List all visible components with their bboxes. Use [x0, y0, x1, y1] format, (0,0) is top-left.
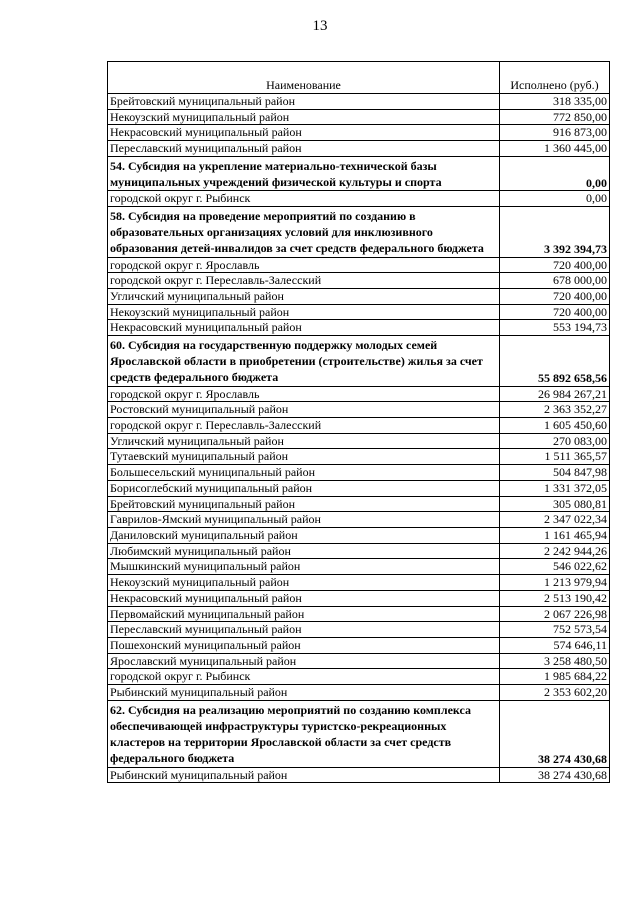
executed-amount: 1 161 465,94 [500, 527, 610, 543]
table-row [108, 685, 610, 701]
executed-amount: 752 573,54 [500, 622, 610, 638]
recipient-name: Рыбинский муниципальный район [108, 767, 500, 783]
table-row [108, 512, 610, 528]
executed-amount: 2 363 352,27 [500, 402, 610, 418]
table-row [108, 653, 610, 669]
executed-amount: 720 400,00 [500, 288, 610, 304]
executed-amount: 546 022,62 [500, 559, 610, 575]
table-row [108, 559, 610, 575]
subsidy-total: 55 892 658,56 [500, 336, 610, 387]
recipient-name: городской округ г. Рыбинск [108, 669, 500, 685]
recipient-name: Некоузский муниципальный район [108, 109, 500, 125]
table-row [108, 606, 610, 622]
table-row [108, 304, 610, 320]
table-row [108, 465, 610, 481]
table-row [108, 543, 610, 559]
executed-amount: 318 335,00 [500, 94, 610, 110]
table-row [108, 767, 610, 783]
executed-amount: 2 067 226,98 [500, 606, 610, 622]
table-row [108, 288, 610, 304]
executed-amount: 1 511 365,57 [500, 449, 610, 465]
recipient-name: Даниловский муниципальный район [108, 527, 500, 543]
executed-amount: 720 400,00 [500, 257, 610, 273]
executed-amount: 3 258 480,50 [500, 653, 610, 669]
recipient-name: Любимский муниципальный район [108, 543, 500, 559]
executed-amount: 270 083,00 [500, 433, 610, 449]
table-row [108, 257, 610, 273]
table-row [108, 622, 610, 638]
table-row [108, 125, 610, 141]
executed-amount: 504 847,98 [500, 465, 610, 481]
executed-amount: 720 400,00 [500, 304, 610, 320]
subsidy-heading-row [108, 156, 610, 190]
subsidy-title: 60. Субсидия на государственную поддержку молодых семей Ярославской области в приобретении (строительстве) жилья за счет средств федерального бюджета [108, 336, 500, 387]
column-header-name: Наименование [108, 62, 500, 94]
executed-amount: 916 873,00 [500, 125, 610, 141]
executed-amount: 2 347 022,34 [500, 512, 610, 528]
recipient-name: Первомайский муниципальный район [108, 606, 500, 622]
subsidy-title: 54. Субсидия на укрепление материально-технической базы муниципальных учреждений физической культуры и спорта [108, 156, 500, 190]
table-row [108, 575, 610, 591]
executed-amount: 2 242 944,26 [500, 543, 610, 559]
table-row [108, 273, 610, 289]
recipient-name: Некоузский муниципальный район [108, 575, 500, 591]
table-row [108, 637, 610, 653]
subsidy-heading-row [108, 700, 610, 767]
recipient-name: Ярославский муниципальный район [108, 653, 500, 669]
recipient-name: Пошехонский муниципальный район [108, 637, 500, 653]
table-row [108, 141, 610, 157]
recipient-name: городской округ г. Переславль-Залесский [108, 273, 500, 289]
table-header-row [108, 62, 610, 94]
table-row [108, 590, 610, 606]
executed-amount: 1 360 445,00 [500, 141, 610, 157]
table-row [108, 386, 610, 402]
recipient-name: Брейтовский муниципальный район [108, 496, 500, 512]
recipient-name: Переславский муниципальный район [108, 622, 500, 638]
executed-amount: 574 646,11 [500, 637, 610, 653]
table-row [108, 669, 610, 685]
subsidy-total: 38 274 430,68 [500, 700, 610, 767]
recipient-name: Угличский муниципальный район [108, 433, 500, 449]
recipient-name: городской округ г. Ярославль [108, 386, 500, 402]
recipient-name: Некрасовский муниципальный район [108, 320, 500, 336]
recipient-name: Борисоглебский муниципальный район [108, 480, 500, 496]
table-row [108, 496, 610, 512]
executed-amount: 772 850,00 [500, 109, 610, 125]
subsidy-total: 3 392 394,73 [500, 206, 610, 257]
executed-amount: 553 194,73 [500, 320, 610, 336]
recipient-name: Некоузский муниципальный район [108, 304, 500, 320]
table-row [108, 527, 610, 543]
table-body [108, 94, 610, 783]
executed-amount: 1 213 979,94 [500, 575, 610, 591]
recipient-name: городской округ г. Рыбинск [108, 191, 500, 207]
executed-amount: 678 000,00 [500, 273, 610, 289]
table-row [108, 480, 610, 496]
executed-amount: 2 513 190,42 [500, 590, 610, 606]
subsidy-title: 58. Субсидия на проведение мероприятий по созданию в образовательных организациях условий для инклюзивного образования детей-инвалидов за счет средств федерального бюджета [108, 206, 500, 257]
recipient-name: Брейтовский муниципальный район [108, 94, 500, 110]
table-row [108, 320, 610, 336]
table-row [108, 109, 610, 125]
subsidy-title: 62. Субсидия на реализацию мероприятий по созданию комплекса обеспечивающей инфраструктуры туристско-рекреационных кластеров на территории Ярославской области за счет средств федерального бюджета [108, 700, 500, 767]
recipient-name: городской округ г. Ярославль [108, 257, 500, 273]
budget-table [107, 61, 610, 783]
recipient-name: Тутаевский муниципальный район [108, 449, 500, 465]
executed-amount: 38 274 430,68 [500, 767, 610, 783]
subsidy-heading-row [108, 336, 610, 387]
recipient-name: Ростовский муниципальный район [108, 402, 500, 418]
page-number: 13 [312, 18, 328, 34]
table-row [108, 449, 610, 465]
recipient-name: Большесельский муниципальный район [108, 465, 500, 481]
recipient-name: городской округ г. Переславль-Залесский [108, 418, 500, 434]
executed-amount: 305 080,81 [500, 496, 610, 512]
recipient-name: Мышкинский муниципальный район [108, 559, 500, 575]
table-row [108, 433, 610, 449]
recipient-name: Гаврилов-Ямский муниципальный район [108, 512, 500, 528]
executed-amount: 1 605 450,60 [500, 418, 610, 434]
table-row [108, 94, 610, 110]
executed-amount: 1 985 684,22 [500, 669, 610, 685]
subsidy-total: 0,00 [500, 156, 610, 190]
table-row [108, 191, 610, 207]
subsidy-heading-row [108, 206, 610, 257]
executed-amount: 26 984 267,21 [500, 386, 610, 402]
recipient-name: Угличский муниципальный район [108, 288, 500, 304]
recipient-name: Рыбинский муниципальный район [108, 685, 500, 701]
executed-amount: 2 353 602,20 [500, 685, 610, 701]
column-header-executed: Исполнено (руб.) [500, 62, 610, 94]
table-row [108, 418, 610, 434]
recipient-name: Переславский муниципальный район [108, 141, 500, 157]
recipient-name: Некрасовский муниципальный район [108, 125, 500, 141]
recipient-name: Некрасовский муниципальный район [108, 590, 500, 606]
executed-amount: 0,00 [500, 191, 610, 207]
executed-amount: 1 331 372,05 [500, 480, 610, 496]
table-row [108, 402, 610, 418]
